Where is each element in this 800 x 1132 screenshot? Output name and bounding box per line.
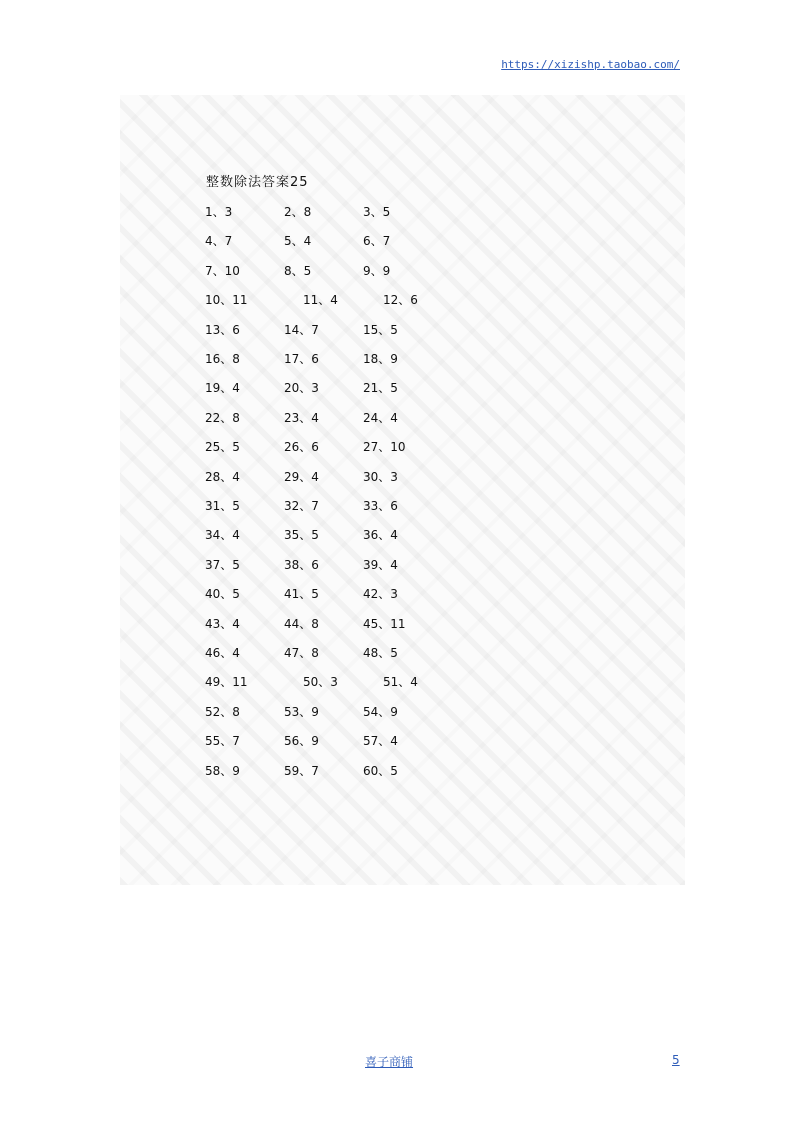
answer-item: 43、4 — [205, 617, 240, 631]
answer-item: 56、9 — [284, 734, 319, 748]
answer-item: 49、11 — [205, 675, 248, 689]
answer-item: 27、10 — [363, 440, 406, 454]
answer-item: 55、7 — [205, 734, 240, 748]
answer-item: 57、4 — [363, 734, 398, 748]
answer-item: 34、4 — [205, 528, 240, 542]
footer-shop-link[interactable]: 喜子商铺 — [365, 1055, 414, 1069]
answer-item: 11、4 — [303, 293, 338, 307]
answer-item: 47、8 — [284, 646, 319, 660]
answer-item: 40、5 — [205, 587, 240, 601]
answer-item: 28、4 — [205, 470, 240, 484]
answer-item: 23、4 — [284, 411, 319, 425]
answer-item: 7、10 — [205, 264, 240, 278]
answer-item: 35、5 — [284, 528, 319, 542]
answer-item: 20、3 — [284, 381, 319, 395]
answer-item: 25、5 — [205, 440, 240, 454]
answer-item: 36、4 — [363, 528, 398, 542]
answer-item: 33、6 — [363, 499, 398, 513]
answer-item: 3、5 — [363, 205, 391, 219]
answer-item: 59、7 — [284, 764, 319, 778]
answer-item: 44、8 — [284, 617, 319, 631]
answer-item: 9、9 — [363, 264, 391, 278]
answer-item: 52、8 — [205, 705, 240, 719]
answer-item: 5、4 — [284, 234, 312, 248]
answer-item: 32、7 — [284, 499, 319, 513]
answer-item: 50、3 — [303, 675, 338, 689]
answer-item: 10、11 — [205, 293, 248, 307]
answer-item: 19、4 — [205, 381, 240, 395]
answer-item: 37、5 — [205, 558, 240, 572]
answer-item: 54、9 — [363, 705, 398, 719]
answer-item: 51、4 — [383, 675, 418, 689]
header-url-link[interactable]: https://xizishp.taobao.com/ — [501, 58, 680, 71]
page-number[interactable]: 5 — [672, 1053, 680, 1067]
answer-item: 4、7 — [205, 234, 233, 248]
answer-item: 2、8 — [284, 205, 312, 219]
answer-item: 14、7 — [284, 323, 319, 337]
page-title: 整数除法答案25 — [206, 175, 309, 190]
answer-item: 29、4 — [284, 470, 319, 484]
answer-item: 13、6 — [205, 323, 240, 337]
answer-item: 24、4 — [363, 411, 398, 425]
answer-item: 38、6 — [284, 558, 319, 572]
answer-item: 18、9 — [363, 352, 398, 366]
answer-item: 41、5 — [284, 587, 319, 601]
answer-item: 17、6 — [284, 352, 319, 366]
answer-item: 15、5 — [363, 323, 398, 337]
answer-item: 42、3 — [363, 587, 398, 601]
answer-item: 46、4 — [205, 646, 240, 660]
answer-item: 58、9 — [205, 764, 240, 778]
answer-item: 16、8 — [205, 352, 240, 366]
answer-item: 48、5 — [363, 646, 398, 660]
answer-item: 8、5 — [284, 264, 312, 278]
answer-item: 26、6 — [284, 440, 319, 454]
answer-item: 22、8 — [205, 411, 240, 425]
answer-item: 45、11 — [363, 617, 406, 631]
answer-item: 21、5 — [363, 381, 398, 395]
answer-item: 1、3 — [205, 205, 233, 219]
answer-item: 12、6 — [383, 293, 418, 307]
answer-item: 6、7 — [363, 234, 391, 248]
answer-item: 53、9 — [284, 705, 319, 719]
answer-item: 31、5 — [205, 499, 240, 513]
answer-item: 39、4 — [363, 558, 398, 572]
answer-item: 30、3 — [363, 470, 398, 484]
answer-item: 60、5 — [363, 764, 398, 778]
